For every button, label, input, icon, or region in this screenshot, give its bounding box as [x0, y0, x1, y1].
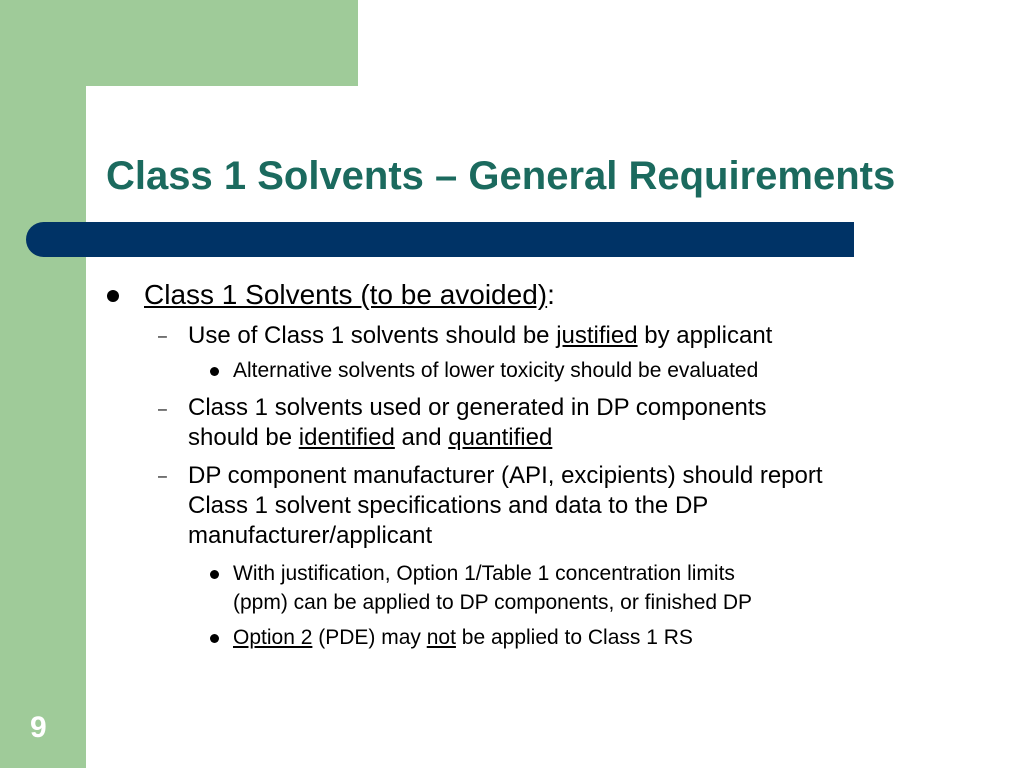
- text-span: should be: [188, 424, 299, 451]
- bullet-class1-heading: Class 1 Solvents (to be avoided): [144, 279, 548, 310]
- sub-sub-bullet-justification-line1: With justification, Option 1/Table 1 concentration limits: [233, 562, 735, 585]
- sub-sub-bullet-option2: [233, 624, 693, 652]
- sub-bullet-dp-components-line2: [188, 423, 552, 453]
- slide-number: 9: [30, 711, 47, 744]
- text-span: by applicant: [637, 322, 773, 349]
- underlined-term: justified: [556, 322, 638, 349]
- text-span: Use of Class 1 solvents should be: [188, 322, 557, 349]
- text-span: (PDE) may: [312, 626, 427, 649]
- text-span: and: [394, 424, 449, 451]
- dash-marker: –: [158, 328, 167, 345]
- dash-marker: –: [158, 468, 167, 485]
- sub-sub-bullet-justification-line2: (ppm) can be applied to DP components, or finished DP: [233, 591, 753, 614]
- text-span: be applied to Class 1 RS: [455, 626, 693, 649]
- sub-bullet-justified: [188, 321, 772, 351]
- sub-bullet-manufacturer-line1: DP component manufacturer (API, excipients) should report: [188, 462, 823, 489]
- bullet-class1-solvents: [144, 279, 555, 311]
- sub-sub-bullet-alternatives: Alternative solvents of lower toxicity should be evaluated: [233, 359, 759, 382]
- sub-bullet-manufacturer-line2: Class 1 solvent specifications and data to the DP: [188, 492, 709, 519]
- dash-marker: –: [158, 401, 167, 418]
- underlined-term: identified: [298, 424, 395, 451]
- sub-bullet-manufacturer-line3: manufacturer/applicant: [188, 522, 433, 549]
- bullet-dot: [210, 367, 219, 376]
- sub-bullet-dp-components-line1: Class 1 solvents used or generated in DP components: [188, 394, 767, 421]
- underlined-term: Option 2: [233, 626, 313, 649]
- bullet-dot: [107, 290, 119, 302]
- bullet-colon: :: [547, 279, 555, 310]
- underlined-term: not: [426, 626, 456, 649]
- bullet-dot: [210, 570, 219, 579]
- bullet-dot: [210, 634, 219, 643]
- underlined-term: quantified: [448, 424, 553, 451]
- slide-title: Class 1 Solvents – General Requirements: [106, 154, 896, 198]
